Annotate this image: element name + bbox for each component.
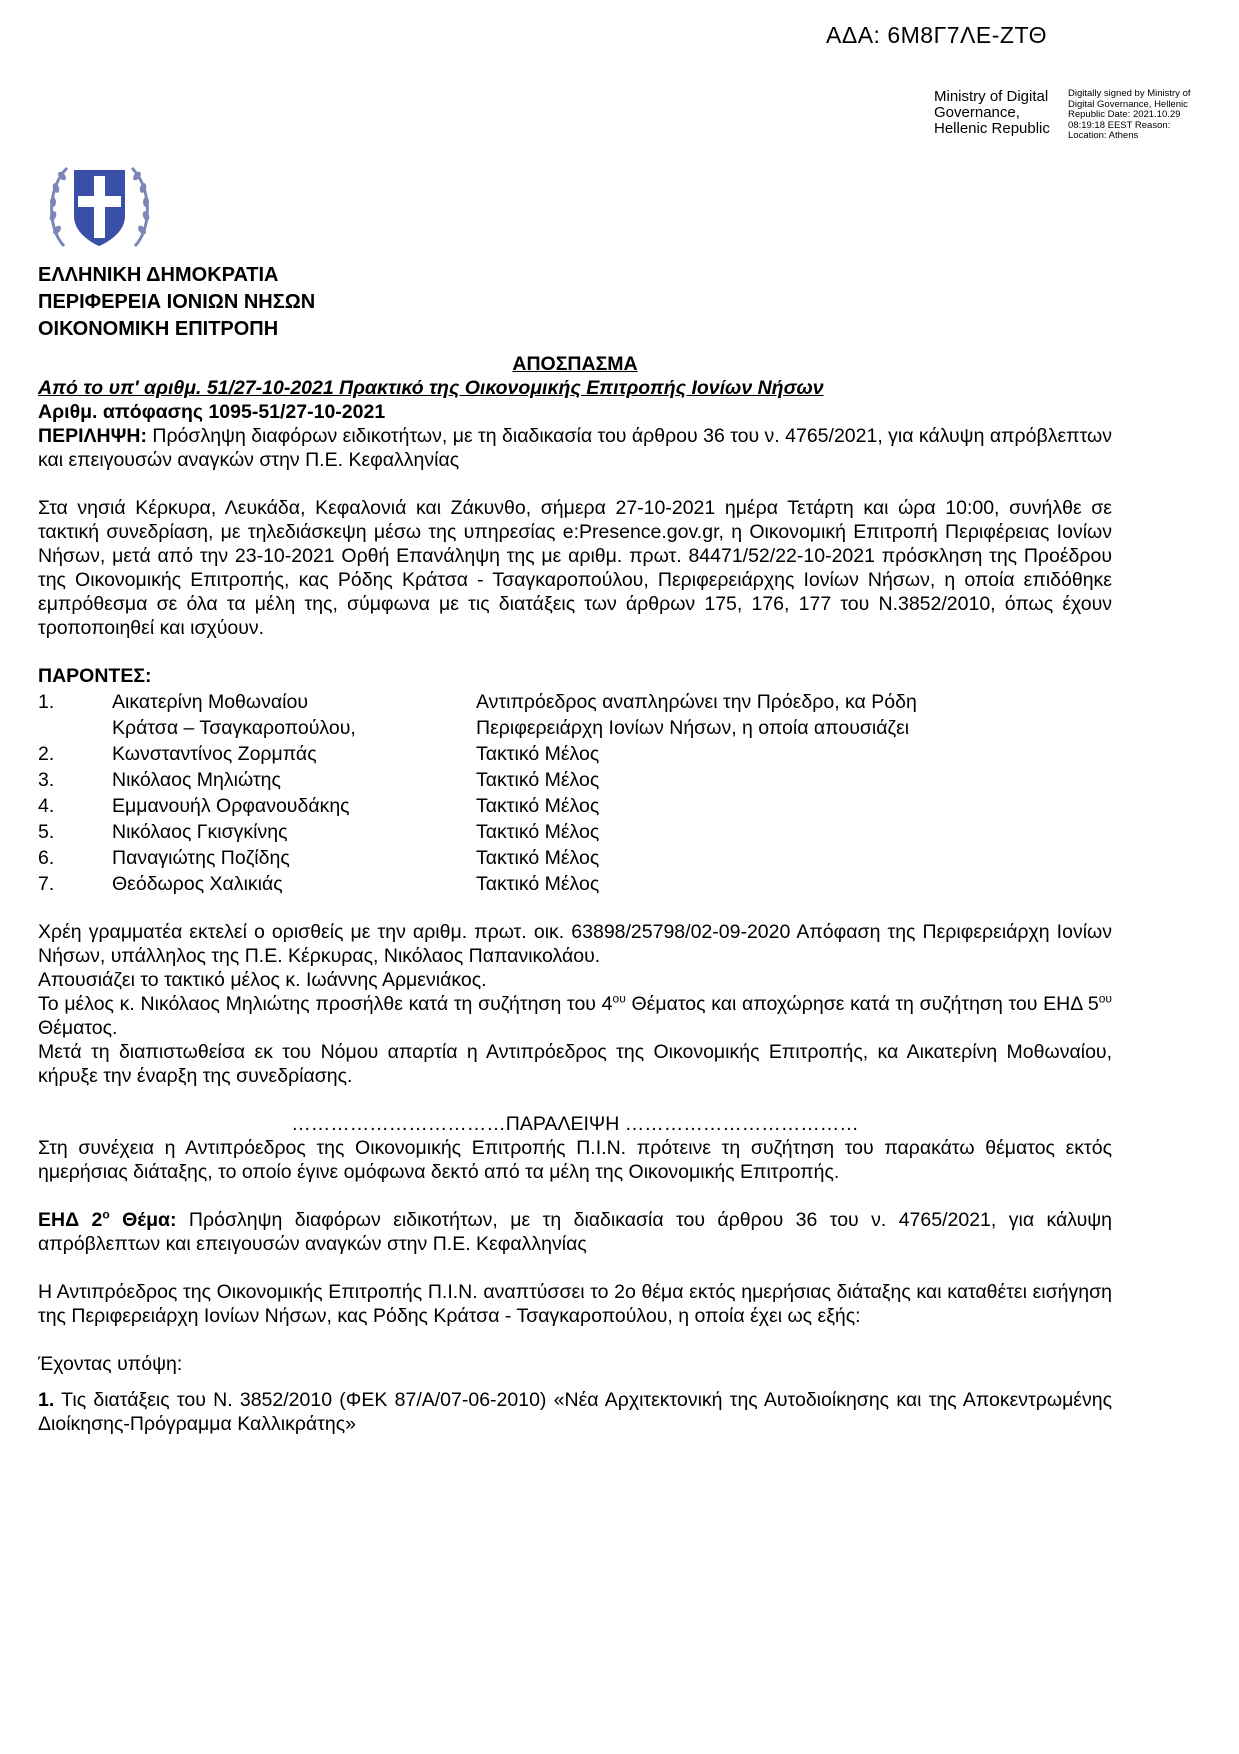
document-body xyxy=(38,352,1112,1436)
ada-code: ΑΔΑ: 6Μ8Γ7ΛΕ-ΖΤΘ xyxy=(826,22,1047,48)
considering-item-1 xyxy=(38,1388,1112,1436)
list-item xyxy=(38,740,1112,766)
greek-emblem-icon xyxy=(42,158,157,258)
intro-paragraph: Στα νησιά Κέρκυρα, Λευκάδα, Κεφαλονιά και Ζάκυνθο, σήμερα 27-10-2021 ημέρα Τετάρτη και ώρα 10:00, συνήλθε σε τακτική συνεδρίαση, με τηλεδιάσκεψη μέσω της υπηρεσίας e:Presence.gov.gr, η Οικονομική Επιτροπή Περιφέρειας Ιονίων Νήσων, μετά από την 23-10-2021 Ορθή Επανάληψη της με αριθμ. πρωτ. 84471/52/22-10-2021 πρόσκληση της Προέδρου της Οικονομικής Επιτροπής, κας Ρόδης Κράτσα - Τσαγκαροπούλου, Περιφερειάρχης Ιονίων Νήσων, η οποία επιδόθηκε εμπρόθεσμα σε όλα τα μέλη της, σύμφωνα με τις διατάξεις των άρθρων 175, 176, 177 του Ν.3852/2010, όπως έχουν τροποποιηθεί και ισχύουν. xyxy=(38,497,1112,639)
item-text: Τις διατάξεις του Ν. 3852/2010 (ΦΕΚ 87/Α/07-06-2010) «Νέα Αρχιτεκτονική της Αυτοδιοίκησης και της Αποκεντρωμένης Διοίκησης-Πρόγραμμα Καλλικράτης» xyxy=(38,1389,1112,1435)
list-item xyxy=(38,766,1112,792)
topic-text: Πρόσληψη διαφόρων ειδικοτήτων, με τη διαδικασία του άρθρου 36 του ν. 4765/2021, για κάλυψη απρόβλεπτων και επειγουσών αναγκών στην Π.Ε. Κεφαλληνίας xyxy=(38,1209,1112,1255)
member-note-paragraph xyxy=(38,992,1112,1040)
member-name: Κράτσα – Τσαγκαροπούλου, xyxy=(112,717,356,739)
signature-signer: Ministry of Digital Governance, Hellenic Republic xyxy=(934,88,1050,137)
member-name: Αικατερίνη Μοθωναίου xyxy=(112,691,308,713)
item-number: 4. xyxy=(38,795,55,817)
list-item xyxy=(38,844,1112,870)
member-name: Θεόδωρος Χαλικιάς xyxy=(112,873,283,895)
ordinal-suffix: ου xyxy=(1098,991,1112,1006)
item-number: 1. xyxy=(38,691,55,713)
member-role: Τακτικό Μέλος xyxy=(476,769,600,791)
member-name: Παναγιώτης Ποζίδης xyxy=(112,847,290,869)
member-name: Νικόλαος Γκισγκίνης xyxy=(112,821,288,843)
member-name: Νικόλαος Μηλιώτης xyxy=(112,769,281,791)
org-line: ΟΙΚΟΝΟΜΙΚΗ ΕΠΙΤΡΟΠΗ xyxy=(38,318,279,340)
topic-label: ΕΗΔ 2 xyxy=(38,1209,103,1231)
list-item xyxy=(38,870,1112,896)
org-line: ΕΛΛΗΝΙΚΗ ΔΗΜΟΚΡΑΤΙΑ xyxy=(38,264,279,286)
summary-paragraph xyxy=(38,424,1112,472)
ordinal-suffix: ο xyxy=(102,1207,110,1222)
member-role: Τακτικό Μέλος xyxy=(476,821,600,843)
document-subtitle: Από το υπ' αριθμ. 51/27-10-2021 Πρακτικό της Οικονομικής Επιτροπής Ιονίων Νήσων xyxy=(38,377,824,399)
quorum-paragraph: Μετά τη διαπιστωθείσα εκ του Νόμου απαρτία η Αντιπρόεδρος της Οικονομικής Επιτροπής, κα Αικατερίνη Μοθωναίου, κήρυξε την έναρξη της συνεδρίασης. xyxy=(38,1041,1112,1087)
item-number: 7. xyxy=(38,873,55,895)
org-line: ΠΕΡΙΦΕΡΕΙΑ ΙΟΝΙΩΝ ΝΗΣΩΝ xyxy=(38,291,316,313)
list-item xyxy=(38,714,1112,740)
member-role: Τακτικό Μέλος xyxy=(476,847,600,869)
present-label: ΠΑΡΟΝΤΕΣ: xyxy=(38,665,152,687)
ordinal-suffix: ου xyxy=(612,991,626,1006)
list-item xyxy=(38,688,1112,714)
item-number: 3. xyxy=(38,769,55,791)
secretary-paragraph: Χρέη γραμματέα εκτελεί ο ορισθείς με την αριθμ. πρωτ. οικ. 63898/25798/02-09-2020 Απόφαση της Περιφερειάρχη Ιονίων Νήσων, υπάλληλος της Π.Ε. Κέρκυρας, Νικόλαος Παπανικολάου. xyxy=(38,921,1112,967)
organization-block xyxy=(38,262,315,343)
item-number: 2. xyxy=(38,743,55,765)
summary-text: Πρόσληψη διαφόρων ειδικοτήτων, με τη διαδικασία του άρθρου 36 του ν. 4765/2021, για κάλυψη απρόβλεπτων και επειγουσών αναγκών στην Π.Ε. Κεφαλληνίας xyxy=(38,425,1113,471)
document-title: ΑΠΟΣΠΑΣΜΑ xyxy=(512,353,638,375)
continuation-paragraph: Στη συνέχεια η Αντιπρόεδρος της Οικονομικής Επιτροπής Π.Ι.Ν. πρότεινε τη συζήτηση του παρακάτω θέματος εκτός ημερήσιας διάταξης, το οποίο έγινε ομόφωνα δεκτό από τα μέλη της Οικονομικής Επιτροπής. xyxy=(38,1137,1112,1183)
considering-label: Έχοντας υπόψη: xyxy=(38,1353,183,1375)
member-role: Περιφερειάρχη Ιονίων Νήσων, η οποία απουσιάζει xyxy=(476,717,910,739)
member-name: Εμμανουήλ Ορφανουδάκης xyxy=(112,795,350,817)
item-number: 5. xyxy=(38,821,55,843)
member-note-text: Θέματος. xyxy=(38,1017,118,1039)
signature-details: Digitally signed by Ministry of Digital Governance, Hellenic Republic Date: 2021.10.29 08:19:18 EEST Reason: Location: Athens xyxy=(1068,88,1191,141)
member-name: Κωνσταντίνος Ζορμπάς xyxy=(112,743,317,765)
omission-line: ……………………………ΠΑΡΑΛΕΙΨΗ ……………………………… xyxy=(291,1113,859,1135)
list-item xyxy=(38,818,1112,844)
member-role: Τακτικό Μέλος xyxy=(476,795,600,817)
member-role: Τακτικό Μέλος xyxy=(476,743,600,765)
decision-number: Αριθμ. απόφασης 1095-51/27-10-2021 xyxy=(38,401,386,423)
summary-label: ΠΕΡΙΛΗΨΗ: xyxy=(38,425,147,447)
absent-paragraph: Απουσιάζει το τακτικό μέλος κ. Ιωάννης Αρμενιάκος. xyxy=(38,969,487,991)
present-list xyxy=(38,688,1112,896)
member-role: Αντιπρόεδρος αναπληρώνει την Πρόεδρο, κα Ρόδη xyxy=(476,691,917,713)
topic-paragraph xyxy=(38,1208,1112,1256)
item-number: 6. xyxy=(38,847,55,869)
member-note-text: Θέματος και αποχώρησε κατά τη συζήτηση του ΕΗΔ 5 xyxy=(625,993,1099,1015)
item-number: 1. xyxy=(38,1389,55,1411)
list-item xyxy=(38,792,1112,818)
proposal-paragraph: Η Αντιπρόεδρος της Οικονομικής Επιτροπής Π.Ι.Ν. αναπτύσσει το 2ο θέμα εκτός ημερήσιας διάταξης και καταθέτει εισήγηση της Περιφερειάρχη Ιονίων Νήσων, κας Ρόδης Κράτσα - Τσαγκαροπούλου, η οποία έχει ως εξής: xyxy=(38,1281,1112,1327)
member-note-text: Το μέλος κ. Νικόλαος Μηλιώτης προσήλθε κατά τη συζήτηση του 4 xyxy=(38,993,613,1015)
member-role: Τακτικό Μέλος xyxy=(476,873,600,895)
topic-label: Θέμα: xyxy=(109,1209,177,1231)
